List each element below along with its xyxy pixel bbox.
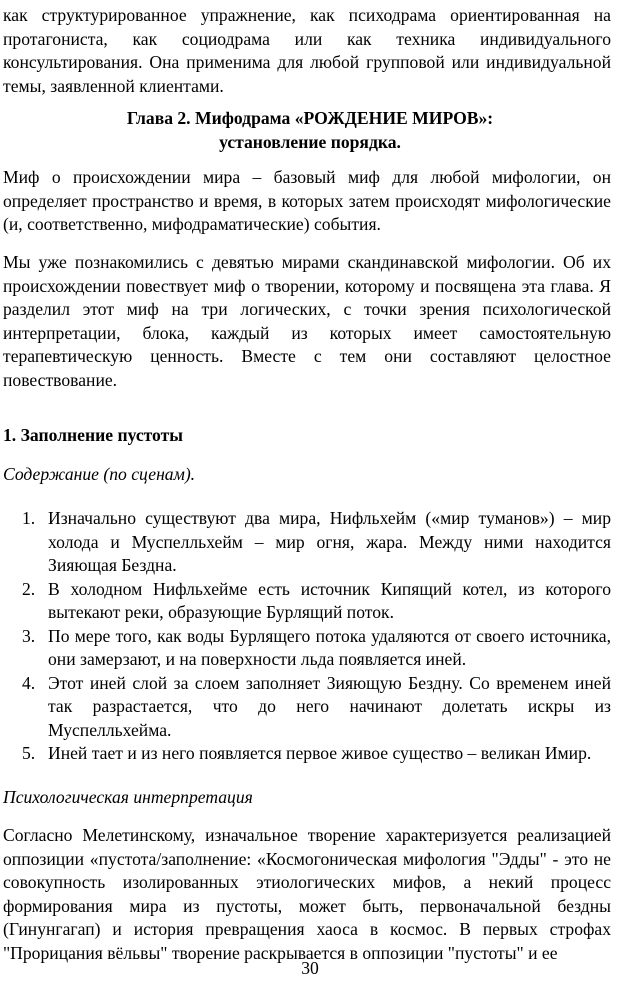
scene-number: 3. <box>22 625 36 646</box>
scene-item <box>22 742 611 766</box>
scene-text: В холодном Нифльхейме есть источник Кипящий котел, из которого вытекают реки, образующие Бурлящий поток. <box>48 578 611 622</box>
section-heading: 1. Заполнение пустоты <box>3 425 184 445</box>
scenes-list <box>22 507 611 766</box>
scene-number: 4. <box>22 672 36 693</box>
page-number: 30 <box>301 958 319 978</box>
intro-paragraph: как структурированное упражнение, как психодрама ориентированная на протагониста, как социодрама или как техника индивидуального консультирования. Она применима для любой групповой или индивидуальной темы, заявленной клиентами. <box>3 5 611 96</box>
scene-text: Иней тает и из него появляется первое живое существо – великан Имир. <box>48 743 592 763</box>
scene-item <box>22 507 611 578</box>
scene-item <box>22 625 611 672</box>
scene-number: 1. <box>22 508 36 528</box>
content-label: Содержание (по сценам). <box>3 464 196 484</box>
scene-text: Изначально существуют два мира, Нифльхейм («мир туманов») – мир холода и Муспелльхейм – мир огня, жара. Между ними находится Зияющая Бездна. <box>48 508 611 575</box>
chapter-title <box>0 107 620 154</box>
chapter-title-line-1: Глава 2. Мифодрама «РОЖДЕНИЕ МИРОВ»: <box>126 108 494 128</box>
scene-text: Этот иней слой за слоем заполняет Зияющую Бездну. Со временем иней так разрастается, что до него начинают долетать искры из Муспелльхейма. <box>48 672 611 740</box>
scene-number: 5. <box>22 743 36 763</box>
scene-number: 2. <box>22 578 36 599</box>
interpretation-label: Психологическая интерпретация <box>3 787 253 807</box>
scene-item <box>22 672 611 743</box>
scene-item <box>22 578 611 625</box>
worlds-paragraph: Мы уже познакомились с девятью мирами скандинавской мифологии. Об их происхождении повествует миф о творении, которому и посвящена эта глава. Я разделил этот миф на три логических, с точки зрения психологической интерпретации, блока, каждый из которых имеет самостоятельную терапевтическую ценность. Вместе с тем они составляют целостное повествование. <box>3 252 611 390</box>
meletinsky-paragraph: Согласно Мелетинскому, изначальное творение характеризуется реализацией оппозиции «пустота/заполнение: «Космогоническая мифология "Эдды" - это не совокупность изолированных этиологических мифов, а некий процесс формирования мира из пустоты, может быть, первоначальной бездны (Гинунгагап) и история превращения хаоса в космос. В первых строфах "Прорицания вёльвы" творение раскрывается в оппозиции "пустоты" и ее <box>3 825 611 963</box>
scene-text: По мере того, как воды Бурлящего потока удаляются от своего источника, они замерзают, и на поверхности льда появляется иней. <box>48 625 611 669</box>
myth-paragraph: Миф о происхождении мира – базовый миф для любой мифологии, он определяет пространство и время, в которых затем происходят мифологические (и, соответственно, мифодраматические) события. <box>3 167 611 234</box>
chapter-title-line-2: установление порядка. <box>219 131 401 152</box>
